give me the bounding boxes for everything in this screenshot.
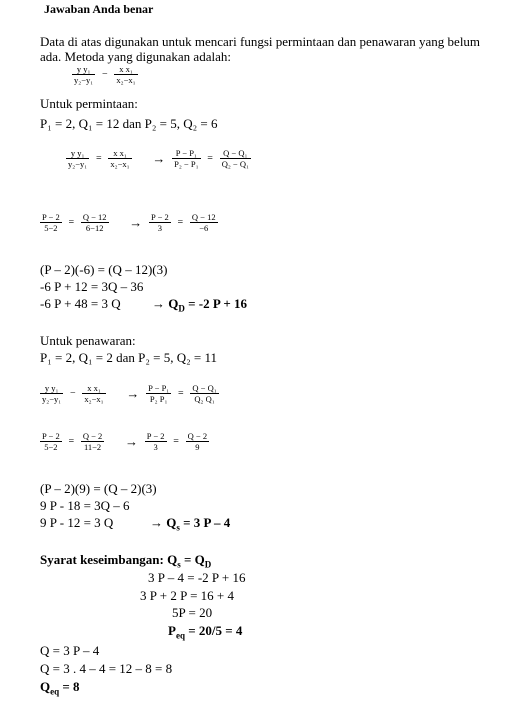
- equilibrium-heading: Syarat keseimbangan: $Q_s = Q_D$: [40, 552, 212, 570]
- fraction: $\frac{P - 2}{5-2}$: [42, 431, 60, 452]
- supply-result: → $Q_s = 3$ P – 4: [150, 515, 231, 533]
- supply-formula-1: $\frac{\text{y y₁}}{\text{y₂−y₁}}$ − $\frac{\text{x x₁}}{\text{x₂−x₁}}$ → $\frac{\text{P − P₁}}{\text{P₂ P₁}}$ = $\frac{\text{Q − Q₁}}{\text{Q₂ Q₁}}$: [42, 383, 217, 404]
- demand-points: P₁ = 2, Q₁ = 12 dan P₂ = 5, Q₂ = 6: [40, 116, 218, 131]
- fraction: $\frac{\text{P − P₁}}{\text{P₂ P₁}}$: [148, 383, 170, 404]
- arrow-icon: →: [129, 214, 143, 230]
- fraction: $\frac{\text{P − P₁}}{\text{P₂ − P₁}}$: [174, 148, 199, 169]
- fraction: $\frac{P - 2}{5-2}$: [42, 212, 60, 233]
- arrow-icon: →: [152, 296, 165, 311]
- demand-heading: Untuk permintaan:: [40, 96, 138, 111]
- supply-step-3: 9 P - 12 = 3 Q: [40, 515, 114, 530]
- supply-step-2: 9 P - 18 = 3Q – 6: [40, 498, 130, 513]
- fraction: $\frac{Q - 2}{11-2}$: [82, 431, 103, 452]
- equilibrium-step-2: 3 P + 2 P = 16 + 4: [140, 588, 234, 603]
- equilibrium-q-line-1: Q = 3 P – 4: [40, 643, 100, 658]
- demand-step-1: (P – 2)(-6) = (Q – 12)(3): [40, 262, 168, 277]
- fraction: $\frac{\text{y y₁}}{\text{y₂−y₁}}$: [42, 383, 62, 404]
- demand-formula-2: $\frac{P - 2}{5-2}$ = $\frac{Q - 12}{6-12}$ → $\frac{P - 2}{3}$ = $\frac{Q - 12}{-6}$: [42, 212, 216, 233]
- fraction: $\frac{\text{Q − Q₁}}{\text{Q₂ Q₁}}$: [192, 383, 217, 404]
- intro-line-2: ada. Metoda yang digunakan adalah:: [40, 49, 231, 64]
- equilibrium-price: $P_{eq} = 20/5 = 4$: [168, 623, 243, 641]
- equilibrium-q-line-2: Q = 3 . 4 – 4 = 12 – 8 = 8: [40, 661, 173, 676]
- arrow-icon: →: [126, 385, 140, 401]
- equilibrium-step-1: 3 P – 4 = -2 P + 16: [148, 570, 246, 585]
- method-formula: $\frac{\text{y y₁}}{\text{y₂−y₁}}$ − $\frac{\text{x x₁}}{\text{x₂−x₁}}$: [74, 64, 136, 85]
- fraction: $\frac{\text{x x₁}}{\text{x₂−x₁}}$: [84, 383, 104, 404]
- fraction: $\frac{Q - 2}{9}$: [187, 431, 208, 452]
- fraction: $\frac{\text{y y₁}}{\text{y₂−y₁}}$: [74, 64, 94, 85]
- fraction: $\frac{\text{y y₁}}{\text{y₂−y₁}}$: [68, 148, 88, 169]
- arrow-icon: →: [152, 150, 166, 166]
- fraction: $\frac{P - 2}{3}$: [151, 212, 169, 233]
- demand-step-2: -6 P + 12 = 3Q – 36: [40, 279, 144, 294]
- fraction: $\frac{\text{x x₁}}{\text{x₂−x₁}}$: [116, 64, 136, 85]
- demand-formula-1: $\frac{\text{y y₁}}{\text{y₂−y₁}}$ = $\frac{\text{x x₁}}{\text{x₂−x₁}}$ → $\frac{\text{P − P₁}}{\text{P₂ − P₁}}$ = $\frac{\text{Q − Q₁}}{\text{Q₂ − Q₁}}$: [68, 148, 249, 169]
- fraction: $\frac{\text{Q − Q₁}}{\text{Q₂ − Q₁}}$: [221, 148, 249, 169]
- fraction: $\frac{P - 2}{3}$: [146, 431, 165, 452]
- demand-step-3: -6 P + 48 = 3 Q: [40, 296, 121, 311]
- page-title: Jawaban Anda benar: [44, 2, 154, 16]
- supply-points: P₁ = 2, Q₁ = 2 dan P₂ = 5, Q₂ = 11: [40, 350, 217, 365]
- arrow-icon: →: [150, 515, 163, 530]
- supply-step-1: (P – 2)(9) = (Q – 2)(3): [40, 481, 157, 496]
- intro-line-1: Data di atas digunakan untuk mencari fungsi permintaan dan penawaran yang belum: [40, 34, 481, 49]
- fraction: $\frac{Q - 12}{6-12}$: [82, 212, 107, 233]
- supply-heading: Untuk penawaran:: [40, 333, 136, 348]
- equilibrium-quantity: $Q_{eq} = 8$: [40, 679, 80, 697]
- arrow-icon: →: [125, 433, 139, 449]
- demand-result: → $Q_D = -2$ P + 16: [152, 296, 247, 314]
- fraction: $\frac{Q - 12}{-6}$: [191, 212, 216, 233]
- supply-formula-2: $\frac{P - 2}{5-2}$ = $\frac{Q - 2}{11-2}$ → $\frac{P - 2}{3}$ = $\frac{Q - 2}{9}$: [42, 431, 208, 452]
- equilibrium-step-3: 5P = 20: [172, 605, 213, 620]
- fraction: $\frac{\text{x x₁}}{\text{x₂−x₁}}$: [110, 148, 130, 169]
